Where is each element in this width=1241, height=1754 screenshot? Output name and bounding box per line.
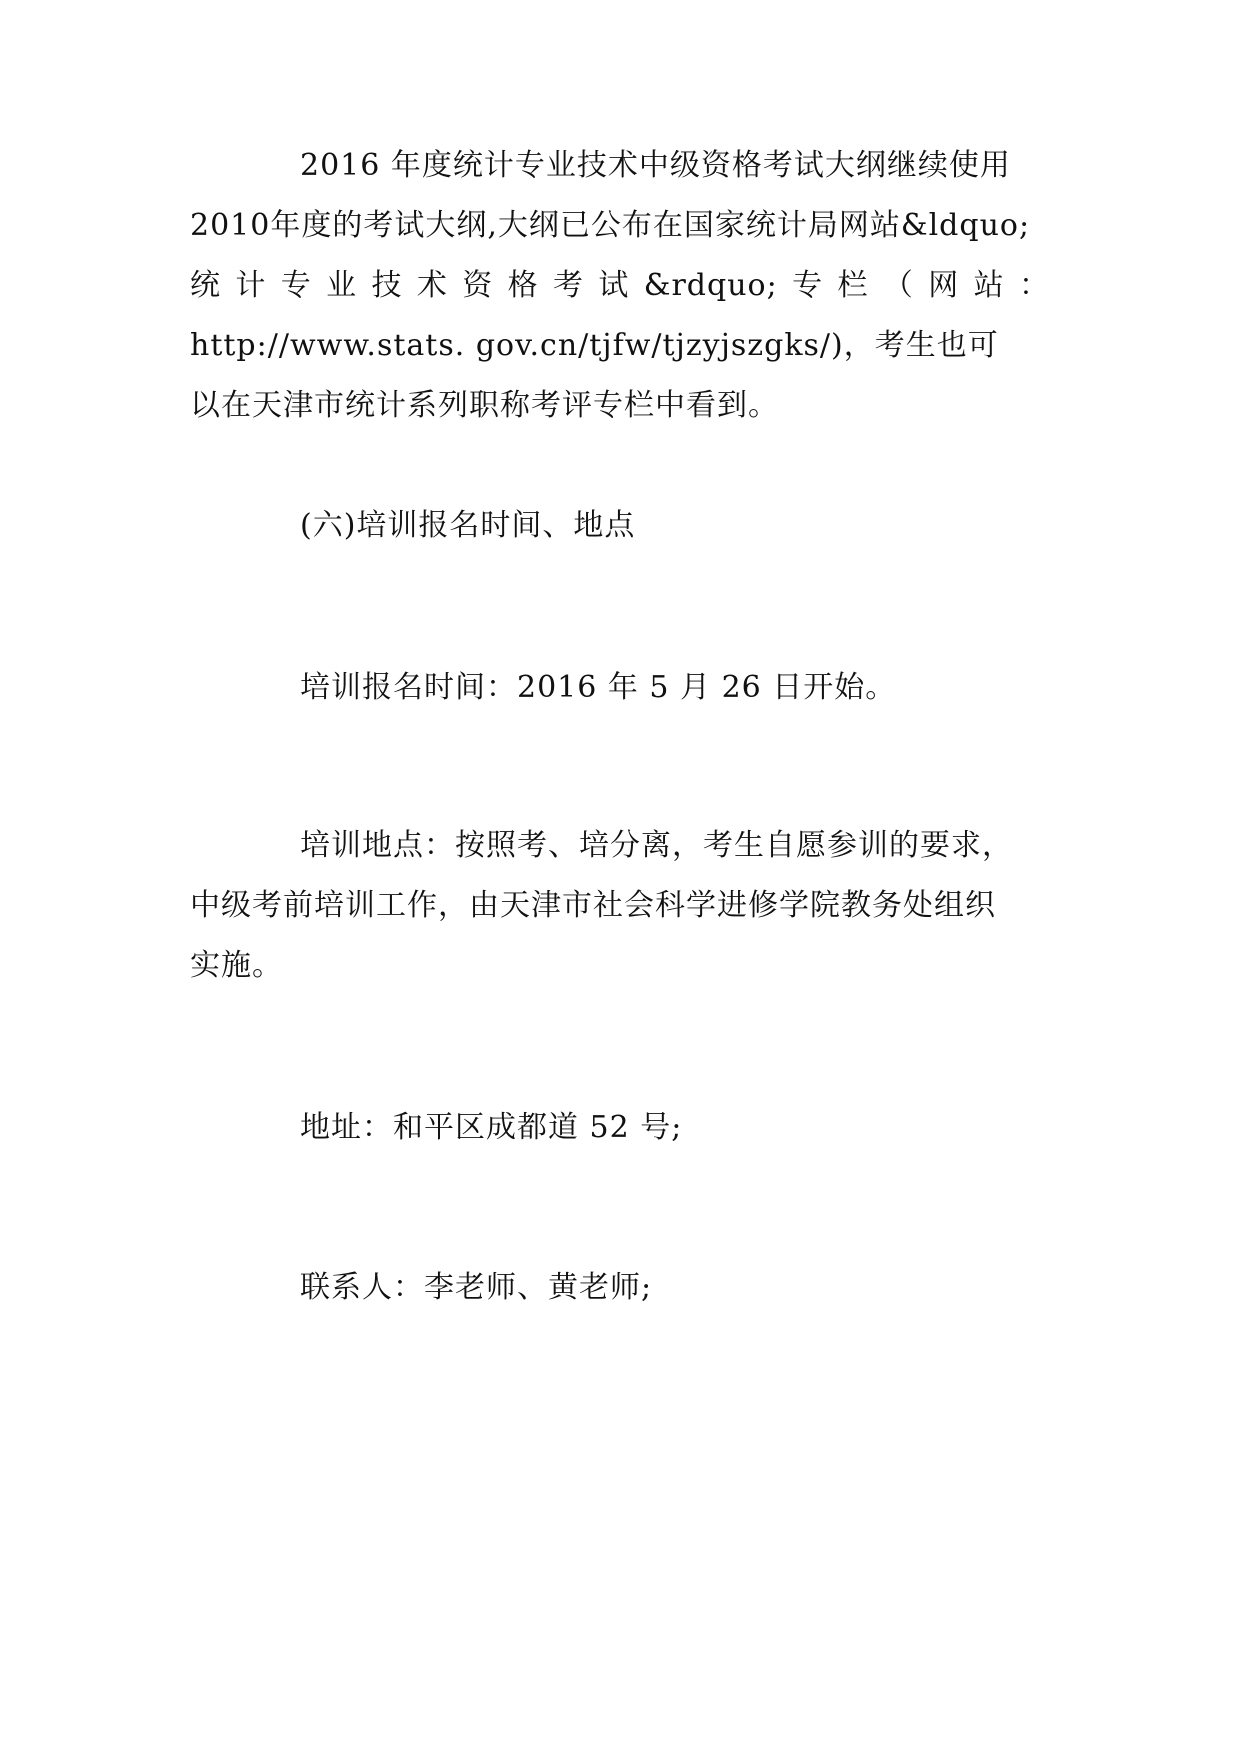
char: 计 xyxy=(235,268,267,303)
char: ： xyxy=(1018,268,1050,303)
char: 试 xyxy=(598,268,630,303)
char: 资 xyxy=(462,268,494,303)
char: 专 xyxy=(280,268,312,303)
paragraph-training-place xyxy=(190,816,1050,996)
training-time: 培训报名时间：2016 年 5 月 26 日开始。 xyxy=(300,670,897,705)
char: 栏 xyxy=(837,268,869,303)
char: 术 xyxy=(416,268,448,303)
syllabus-line-4: http://www.stats. gov.cn/tjfw/tjzyjszgks/)，考生也可 xyxy=(190,328,999,363)
char: 技 xyxy=(371,268,403,303)
address: 地址：和平区成都道 52 号; xyxy=(300,1110,683,1145)
contact: 联系人：李老师、黄老师; xyxy=(300,1270,653,1305)
char: 专 xyxy=(792,268,824,303)
char: 考 xyxy=(553,268,584,303)
char: 业 xyxy=(326,268,358,303)
syllabus-line-3 xyxy=(190,256,1050,316)
syllabus-line-1: 2016 年度统计专业技术中级资格考试大纲继续使用 xyxy=(300,148,1011,183)
training-place-line-2: 中级考前培训工作，由天津市社会科学进修学院教务处组织 xyxy=(190,888,996,923)
char: （ xyxy=(882,268,914,303)
training-place-line-3: 实施。 xyxy=(190,948,283,983)
paragraph-syllabus xyxy=(190,136,1050,436)
char: 格 xyxy=(507,268,539,303)
syllabus-line-5: 以在天津市统计系列职称考评专栏中看到。 xyxy=(190,388,779,423)
char: 站 xyxy=(973,268,1005,303)
char: 统 xyxy=(190,268,221,303)
section-heading: (六)培训报名时间、地点 xyxy=(300,508,636,543)
training-place-line-1: 培训地点：按照考、培分离，考生自愿参训的要求， xyxy=(300,828,1013,863)
char: &rdquo; xyxy=(643,268,778,303)
syllabus-line-2: 2010年度的考试大纲,大纲已公布在国家统计局网站&ldquo; xyxy=(190,208,1031,243)
char: 网 xyxy=(928,268,960,303)
